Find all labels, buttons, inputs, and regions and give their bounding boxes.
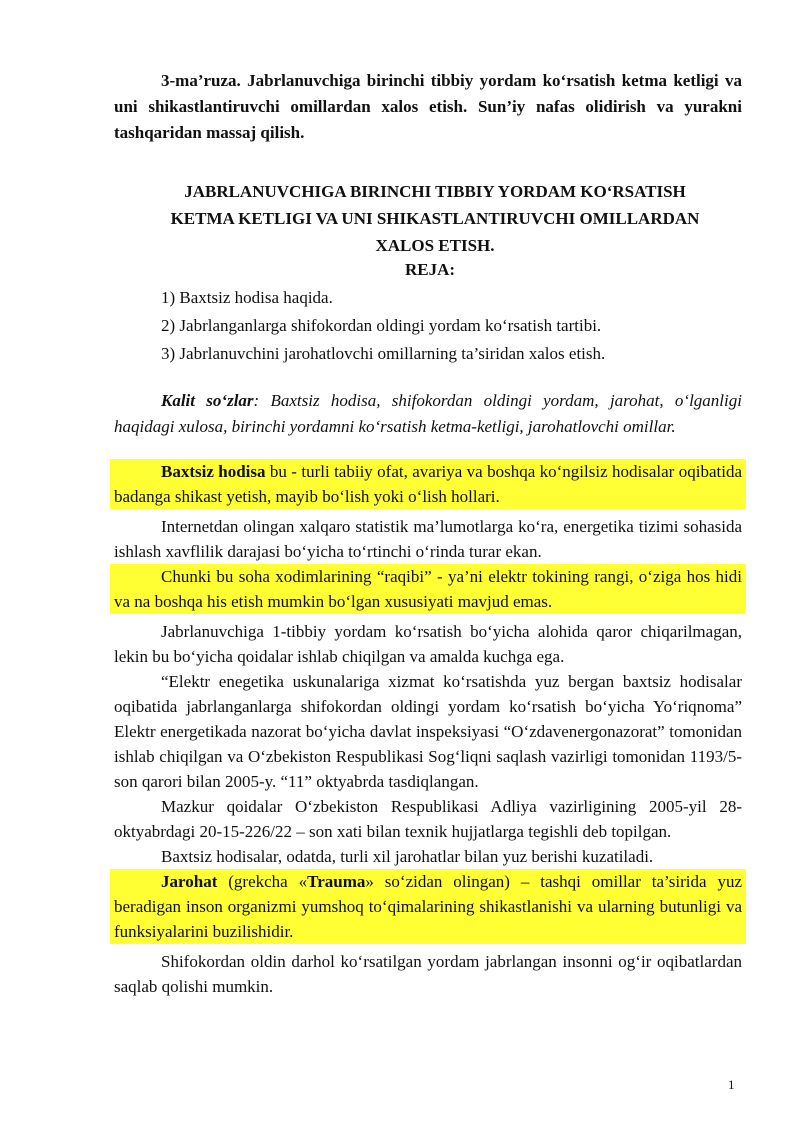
electric-danger-paragraph: Chunki bu soha xodimlarining “raqibi” - ya’ni elektr tokining rangi, o‘ziga hos hidi va na boshqa his etish mumkin bo‘lgan xususiyati mavjud emas. [110, 564, 746, 614]
plan-item: 3) Jabrlanuvchini jarohatlovchi omillarning ta’siridan xalos etish. [161, 344, 606, 363]
conclusion-paragraph: Shifokordan oldin darhol ko‘rsatilgan yordam jabrlangan insonni og‘ir oqibatlardan saqlab qolishi mumkin. [114, 952, 742, 996]
definition-injury-text: » so‘zidan olingan) – tashqi omillar ta’sirida yuz beradigan inson organizmi yumshoq to‘qimalarining shikastlanishi va ularning butunligi va funksiyalarini buzilishidir. [114, 872, 742, 941]
injury-etymology-open: (grekcha « [217, 872, 308, 891]
statistics-paragraph: Internetdan olingan xalqaro statistik ma’lumotlarga ko‘ra, energetika tizimi sohasida ishlash xavflilik darajasi bo‘yicha to‘rtinchi o‘rinda turar ekan. [114, 517, 742, 561]
keywords-paragraph [114, 388, 742, 440]
plan-list [114, 284, 742, 368]
plan-title: REJA: [404, 260, 456, 279]
definition-accident-text: bu - turli tabiiy ofat, avariya va boshqa ko‘ngilsiz hodisalar oqibatida badanga shikast yetish, mayib bo‘lish yoki o‘lish hollari. [114, 462, 742, 506]
term-injury: Jarohat [161, 872, 218, 891]
plan-item: 2) Jabrlanganlarga shifokordan oldingi yordam ko‘rsatish tartibi. [161, 316, 602, 335]
page-number: 1 [728, 1077, 735, 1092]
heading-line-3: XALOS ETISH. [375, 236, 495, 255]
definition-injury-paragraph [110, 869, 746, 944]
document-page [114, 68, 742, 999]
section-heading [114, 178, 742, 259]
heading-line-1: JABRLANUVCHIGA BIRINCHI TIBBIY YORDAM KO‘RSATISH [184, 182, 686, 201]
keywords-label: Kalit so‘zlar [161, 391, 254, 410]
ministry-paragraph: Mazkur qoidalar O‘zbekiston Respublikasi Adliya vazirligining 2005-yil 28-oktyabrdagi 20-15-226/22 – son xati bilan texnik hujjatlarga tegishli deb topilgan. [114, 797, 742, 841]
instruction-paragraph: “Elektr enegetika uskunalariga xizmat ko‘rsatishda yuz bergan baxtsiz hodisalar oqibatida jabrlanganlarga shifokordan oldingi yordam ko‘rsatish bo‘yicha Yo‘riqnoma” Elektr energetikada nazorat bo‘yicha davlat inspeksiyasi “O‘zdavenergonazorat” tomonidan ishlab chiqilgan va O‘zbekiston Respublikasi Sog‘liqni saqlash vazirligi tomonidan 1193/5- son qarori bilan 2005-y. “11” oktyabrda tasdiqlangan. [114, 672, 742, 791]
definition-accident-paragraph [110, 459, 746, 509]
heading-line-2: KETMA KETLIGI VA UNI SHIKASTLANTIRUVCHI OMILLARDAN [170, 209, 700, 228]
lecture-title: 3-ma’ruza. Jabrlanuvchiga birinchi tibbiy yordam ko‘rsatish ketma ketligi va uni shikastlantiruvchi omillardan xalos etish. Sun’iy nafas olidirish va yurakni tashqaridan massaj qilish. [114, 71, 742, 142]
plan-item: 1) Baxtsiz hodisa haqida. [161, 288, 333, 307]
term-accident: Baxtsiz hodisa [161, 462, 266, 481]
injuries-paragraph: Baxtsiz hodisalar, odatda, turli xil jarohatlar bilan yuz berishi kuzatiladi. [161, 847, 654, 866]
first-aid-rules-paragraph: Jabrlanuvchiga 1-tibbiy yordam ko‘rsatish bo‘yicha alohida qaror chiqarilmagan, lekin bu bo‘yicha qoidalar ishlab chiqilgan va amalda kuchga ega. [114, 622, 742, 666]
term-trauma: Trauma [307, 872, 366, 891]
keywords-text: : Baxtsiz hodisa, shifokordan oldingi yordam, jarohat, o‘lganligi haqidagi xulosa, birinchi yordamni ko‘rsatish ketma-ketligi, jarohatlovchi omillar. [114, 391, 742, 436]
